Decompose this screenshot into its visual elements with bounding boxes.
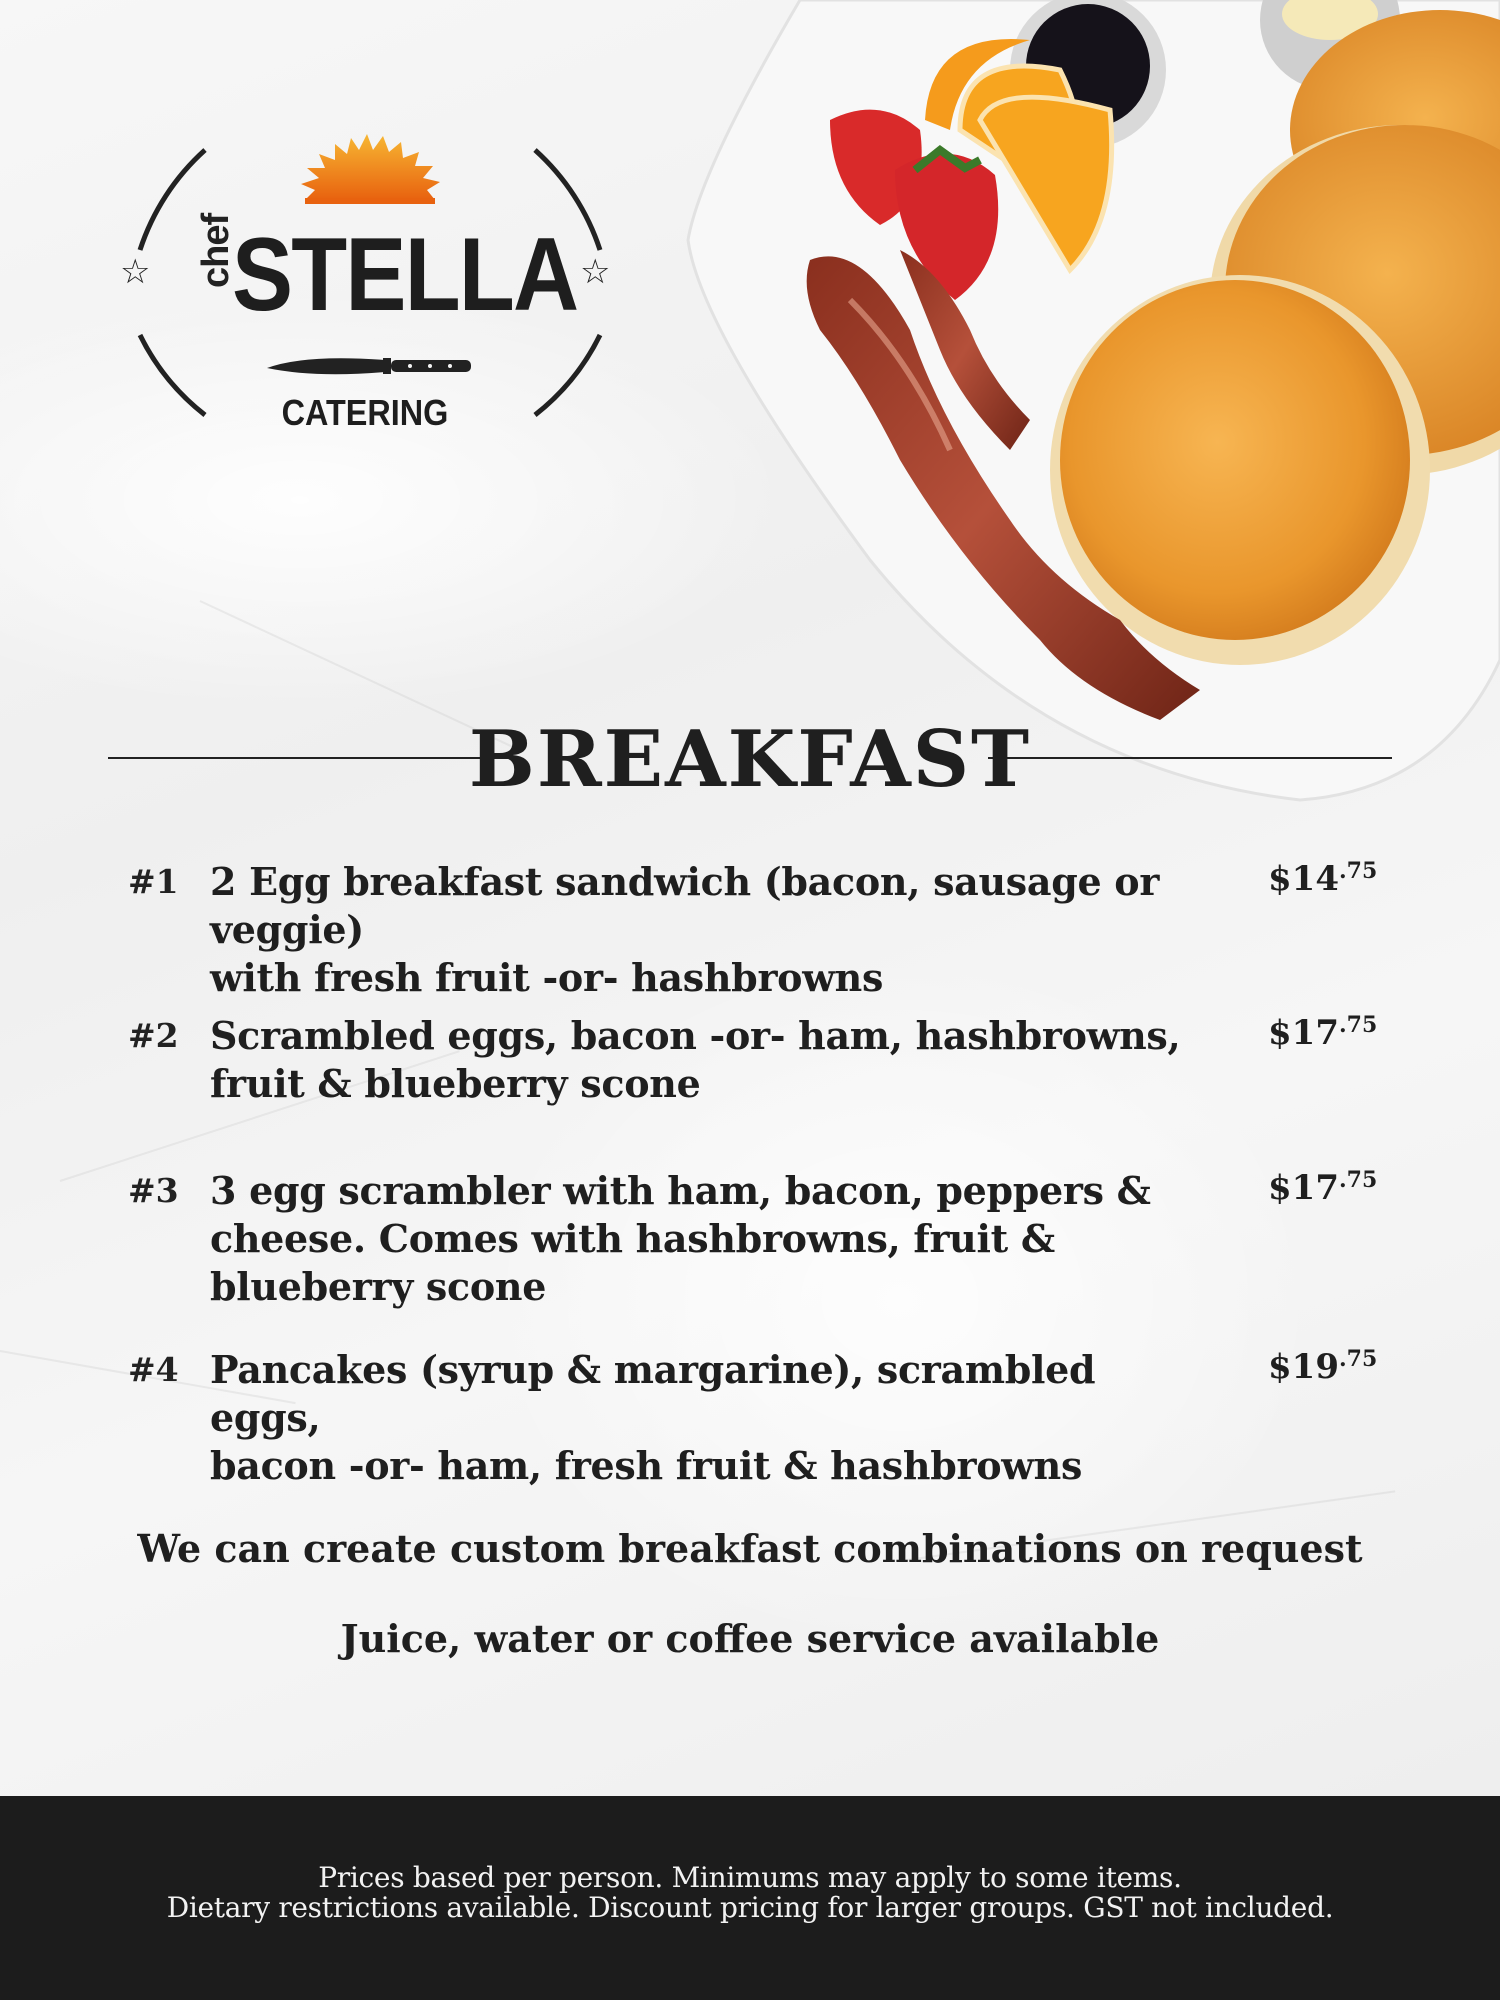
price-dollars: $19 bbox=[1268, 1347, 1339, 1387]
section-title bbox=[108, 700, 1392, 820]
item-line: fruit & blueberry scone bbox=[210, 1061, 701, 1106]
item-description bbox=[210, 858, 1210, 1002]
price-cents: .75 bbox=[1338, 1167, 1378, 1193]
item-number: #1 bbox=[128, 862, 179, 901]
menu-item bbox=[128, 1167, 1388, 1327]
breakfast-plate-image bbox=[680, 0, 1500, 820]
item-line: with fresh fruit -or- hashbrowns bbox=[210, 955, 884, 1000]
sun-icon bbox=[295, 120, 445, 210]
footer-bar bbox=[0, 1796, 1500, 2000]
item-line: 3 egg scrambler with ham, bacon, peppers & bbox=[210, 1168, 1151, 1213]
star-icon: ☆ bbox=[580, 252, 611, 292]
item-line: Scrambled eggs, bacon -or- ham, hashbrowns, bbox=[210, 1013, 1181, 1058]
logo-catering-text: CATERING bbox=[281, 392, 449, 433]
item-number: #3 bbox=[128, 1171, 179, 1210]
menu-item bbox=[128, 858, 1388, 1000]
logo-chef-text: chef bbox=[195, 213, 237, 288]
star-icon: ☆ bbox=[120, 252, 151, 292]
page-title-text: BREAKFAST bbox=[468, 714, 1032, 805]
footer-dietary-note: Dietary restrictions available. Discount pricing for larger groups. GST not included. bbox=[166, 1891, 1334, 1924]
item-line: bacon -or- ham, fresh fruit & hashbrowns bbox=[210, 1443, 1083, 1488]
price-dollars: $17 bbox=[1268, 1168, 1339, 1208]
item-description bbox=[210, 1167, 1210, 1311]
item-price bbox=[1268, 1167, 1398, 1208]
item-line: 2 Egg breakfast sandwich (bacon, sausage or veggie) bbox=[210, 859, 1160, 952]
item-line: cheese. Comes with hashbrowns, fruit & bbox=[210, 1216, 1055, 1261]
item-price bbox=[1268, 1012, 1398, 1053]
menu-item bbox=[128, 1346, 1388, 1488]
logo-stella-text: STELLA bbox=[232, 217, 578, 333]
chef-stella-logo bbox=[110, 110, 630, 450]
price-cents: .75 bbox=[1338, 858, 1378, 884]
item-price bbox=[1268, 858, 1398, 899]
price-cents: .75 bbox=[1338, 1012, 1378, 1038]
item-line: blueberry scone bbox=[210, 1264, 547, 1309]
item-number: #2 bbox=[128, 1016, 179, 1055]
page-title bbox=[108, 700, 1392, 820]
menu-item bbox=[128, 1012, 1388, 1122]
beverage-service-note: Juice, water or coffee service available bbox=[340, 1616, 1160, 1661]
item-description bbox=[210, 1012, 1210, 1108]
price-dollars: $17 bbox=[1268, 1013, 1339, 1053]
footer-pricing-note: Prices based per person. Minimums may apply to some items. bbox=[318, 1861, 1182, 1894]
price-dollars: $14 bbox=[1268, 859, 1339, 899]
item-price bbox=[1268, 1346, 1398, 1387]
custom-combinations-note: We can create custom breakfast combinations on request bbox=[137, 1526, 1363, 1571]
item-description bbox=[210, 1346, 1210, 1490]
price-cents: .75 bbox=[1338, 1346, 1378, 1372]
knife-icon bbox=[265, 350, 475, 386]
item-line: Pancakes (syrup & margarine), scrambled eggs, bbox=[210, 1347, 1096, 1440]
item-number: #4 bbox=[128, 1350, 179, 1389]
